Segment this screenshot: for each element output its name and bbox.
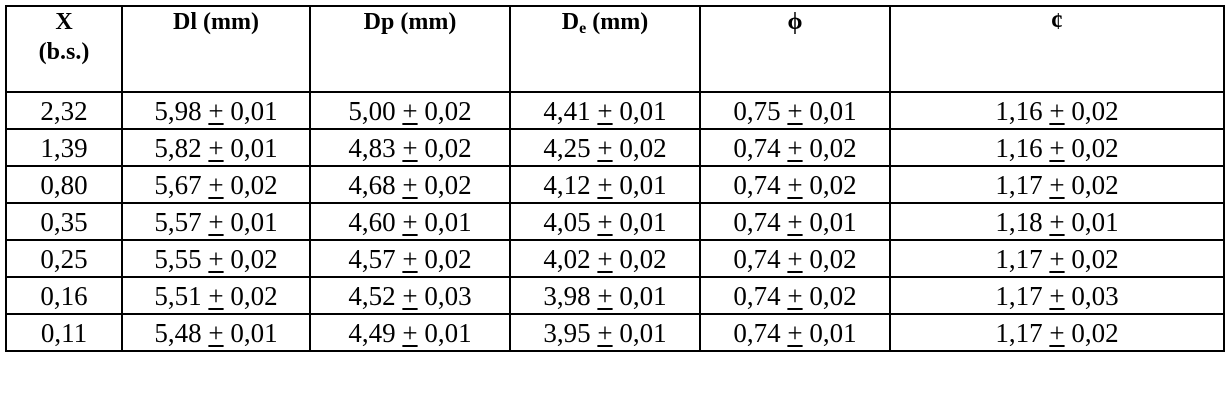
cell-dp bbox=[310, 129, 510, 166]
cell-x: 1,39 bbox=[6, 129, 122, 166]
cell-value: 0,74 bbox=[733, 206, 781, 237]
cell-uncertainty: 0,02 bbox=[1071, 243, 1119, 274]
cell-phi bbox=[700, 240, 890, 277]
cell-uncertainty: 0,02 bbox=[1071, 169, 1119, 200]
table-row bbox=[6, 92, 1224, 129]
cell-value: 5,51 bbox=[154, 280, 202, 311]
header-de bbox=[510, 6, 700, 92]
cell-x: 0,11 bbox=[6, 314, 122, 351]
table-row bbox=[6, 166, 1224, 203]
cell-value: 4,05 bbox=[543, 206, 591, 237]
cell-x: 0,16 bbox=[6, 277, 122, 314]
plus-minus-symbol: + bbox=[1049, 206, 1065, 237]
table-row bbox=[6, 277, 1224, 314]
cell-value: 4,83 bbox=[348, 132, 396, 163]
cell-uncertainty: 0,03 bbox=[424, 280, 472, 311]
cell-value: 5,82 bbox=[154, 132, 202, 163]
cell-uncertainty: 0,02 bbox=[809, 280, 857, 311]
plus-minus-symbol: + bbox=[1049, 280, 1065, 311]
cell-uncertainty: 0,02 bbox=[230, 280, 278, 311]
plus-minus-symbol: + bbox=[597, 317, 613, 348]
cell-value: 4,02 bbox=[543, 243, 591, 274]
plus-minus-symbol: + bbox=[1049, 317, 1065, 348]
plus-minus-symbol: + bbox=[787, 95, 803, 126]
cell-value: 1,16 bbox=[995, 132, 1043, 163]
cell-value: 4,60 bbox=[348, 206, 396, 237]
cell-uncertainty: 0,02 bbox=[230, 169, 278, 200]
header-row bbox=[6, 6, 1224, 92]
cell-value: 4,12 bbox=[543, 169, 591, 200]
cell-cent bbox=[890, 240, 1224, 277]
header-x-label: X bbox=[55, 9, 73, 35]
header-dp bbox=[310, 6, 510, 92]
cell-uncertainty: 0,02 bbox=[424, 243, 472, 274]
cell-de bbox=[510, 240, 700, 277]
cell-value: 0,74 bbox=[733, 132, 781, 163]
cell-value: 5,57 bbox=[154, 206, 202, 237]
plus-minus-symbol: + bbox=[402, 243, 418, 274]
cell-dp bbox=[310, 240, 510, 277]
data-table bbox=[5, 5, 1225, 352]
cell-value: 5,48 bbox=[154, 317, 202, 348]
cell-phi bbox=[700, 129, 890, 166]
table-row bbox=[6, 129, 1224, 166]
cell-uncertainty: 0,01 bbox=[809, 95, 857, 126]
cell-dl bbox=[122, 314, 310, 351]
cell-dp bbox=[310, 92, 510, 129]
plus-minus-symbol: + bbox=[208, 243, 224, 274]
cell-uncertainty: 0,03 bbox=[1071, 280, 1119, 311]
cell-x: 0,25 bbox=[6, 240, 122, 277]
cell-x: 0,35 bbox=[6, 203, 122, 240]
cell-cent bbox=[890, 314, 1224, 351]
cell-uncertainty: 0,02 bbox=[1071, 95, 1119, 126]
cell-dl bbox=[122, 92, 310, 129]
cell-dl bbox=[122, 277, 310, 314]
cell-value: 4,57 bbox=[348, 243, 396, 274]
header-de-label: D bbox=[561, 9, 580, 35]
plus-minus-symbol: + bbox=[1049, 243, 1065, 274]
cell-dl bbox=[122, 166, 310, 203]
table-row bbox=[6, 314, 1224, 351]
cell-value: 1,17 bbox=[995, 280, 1043, 311]
cell-uncertainty: 0,01 bbox=[619, 169, 667, 200]
cell-uncertainty: 0,01 bbox=[424, 317, 472, 348]
cell-value: 1,18 bbox=[995, 206, 1043, 237]
cell-phi bbox=[700, 277, 890, 314]
cell-uncertainty: 0,01 bbox=[230, 132, 278, 163]
plus-minus-symbol: + bbox=[402, 206, 418, 237]
plus-minus-symbol: + bbox=[208, 206, 224, 237]
cell-value: 5,00 bbox=[348, 95, 396, 126]
header-x-unit: (b.s.) bbox=[38, 39, 90, 65]
plus-minus-symbol: + bbox=[402, 280, 418, 311]
plus-minus-symbol: + bbox=[208, 317, 224, 348]
cell-uncertainty: 0,02 bbox=[619, 243, 667, 274]
header-x bbox=[6, 6, 122, 92]
plus-minus-symbol: + bbox=[597, 132, 613, 163]
cell-value: 1,17 bbox=[995, 169, 1043, 200]
cell-value: 5,55 bbox=[154, 243, 202, 274]
cell-uncertainty: 0,01 bbox=[424, 206, 472, 237]
cell-uncertainty: 0,01 bbox=[809, 317, 857, 348]
cell-uncertainty: 0,01 bbox=[1071, 206, 1119, 237]
cell-uncertainty: 0,02 bbox=[424, 169, 472, 200]
cell-uncertainty: 0,01 bbox=[619, 317, 667, 348]
cell-value: 3,98 bbox=[543, 280, 591, 311]
cell-uncertainty: 0,01 bbox=[619, 280, 667, 311]
cell-value: 0,75 bbox=[733, 95, 781, 126]
cell-value: 1,17 bbox=[995, 243, 1043, 274]
cell-de bbox=[510, 314, 700, 351]
cell-value: 1,17 bbox=[995, 317, 1043, 348]
cell-uncertainty: 0,02 bbox=[1071, 132, 1119, 163]
cell-uncertainty: 0,01 bbox=[619, 206, 667, 237]
plus-minus-symbol: + bbox=[208, 280, 224, 311]
cell-dp bbox=[310, 277, 510, 314]
cell-de bbox=[510, 129, 700, 166]
cell-dl bbox=[122, 240, 310, 277]
header-de-subscript: e bbox=[579, 20, 587, 37]
cell-value: 5,67 bbox=[154, 169, 202, 200]
table-body bbox=[6, 92, 1224, 351]
cell-uncertainty: 0,01 bbox=[230, 95, 278, 126]
cell-uncertainty: 0,02 bbox=[424, 132, 472, 163]
plus-minus-symbol: + bbox=[402, 169, 418, 200]
cell-uncertainty: 0,02 bbox=[809, 169, 857, 200]
cell-value: 4,25 bbox=[543, 132, 591, 163]
cell-uncertainty: 0,02 bbox=[809, 243, 857, 274]
cell-value: 4,49 bbox=[348, 317, 396, 348]
header-cent bbox=[890, 6, 1224, 92]
cell-phi bbox=[700, 314, 890, 351]
cell-value: 0,74 bbox=[733, 243, 781, 274]
cell-dl bbox=[122, 129, 310, 166]
plus-minus-symbol: + bbox=[787, 132, 803, 163]
cell-dl bbox=[122, 203, 310, 240]
plus-minus-symbol: + bbox=[787, 206, 803, 237]
cell-uncertainty: 0,01 bbox=[809, 206, 857, 237]
cell-value: 1,16 bbox=[995, 95, 1043, 126]
plus-minus-symbol: + bbox=[787, 280, 803, 311]
cell-cent bbox=[890, 166, 1224, 203]
cell-value: 4,41 bbox=[543, 95, 591, 126]
cell-uncertainty: 0,02 bbox=[1071, 317, 1119, 348]
header-cent-label: ¢ bbox=[1051, 9, 1063, 35]
plus-minus-symbol: + bbox=[1049, 95, 1065, 126]
cell-de bbox=[510, 277, 700, 314]
cell-value: 0,74 bbox=[733, 169, 781, 200]
cell-value: 5,98 bbox=[154, 95, 202, 126]
header-dp-label: Dp (mm) bbox=[363, 9, 457, 35]
cell-uncertainty: 0,01 bbox=[230, 206, 278, 237]
plus-minus-symbol: + bbox=[208, 95, 224, 126]
plus-minus-symbol: + bbox=[597, 280, 613, 311]
header-dl-label: Dl (mm) bbox=[173, 9, 259, 35]
cell-value: 0,74 bbox=[733, 317, 781, 348]
plus-minus-symbol: + bbox=[597, 169, 613, 200]
plus-minus-symbol: + bbox=[208, 132, 224, 163]
cell-de bbox=[510, 203, 700, 240]
cell-cent bbox=[890, 203, 1224, 240]
plus-minus-symbol: + bbox=[787, 243, 803, 274]
cell-de bbox=[510, 92, 700, 129]
cell-phi bbox=[700, 92, 890, 129]
cell-x: 0,80 bbox=[6, 166, 122, 203]
cell-value: 4,52 bbox=[348, 280, 396, 311]
cell-cent bbox=[890, 277, 1224, 314]
table-row bbox=[6, 240, 1224, 277]
plus-minus-symbol: + bbox=[402, 132, 418, 163]
plus-minus-symbol: + bbox=[208, 169, 224, 200]
plus-minus-symbol: + bbox=[402, 317, 418, 348]
cell-de bbox=[510, 166, 700, 203]
cell-uncertainty: 0,02 bbox=[230, 243, 278, 274]
cell-value: 0,74 bbox=[733, 280, 781, 311]
cell-x: 2,32 bbox=[6, 92, 122, 129]
cell-uncertainty: 0,01 bbox=[619, 95, 667, 126]
header-phi bbox=[700, 6, 890, 92]
plus-minus-symbol: + bbox=[1049, 169, 1065, 200]
table-row bbox=[6, 203, 1224, 240]
plus-minus-symbol: + bbox=[402, 95, 418, 126]
plus-minus-symbol: + bbox=[597, 243, 613, 274]
plus-minus-symbol: + bbox=[1049, 132, 1065, 163]
cell-dp bbox=[310, 166, 510, 203]
cell-uncertainty: 0,02 bbox=[424, 95, 472, 126]
header-phi-label: ϕ bbox=[787, 9, 803, 35]
plus-minus-symbol: + bbox=[787, 169, 803, 200]
header-dl bbox=[122, 6, 310, 92]
plus-minus-symbol: + bbox=[787, 317, 803, 348]
header-de-unit: (mm) bbox=[586, 9, 649, 35]
cell-dp bbox=[310, 314, 510, 351]
cell-value: 3,95 bbox=[543, 317, 591, 348]
cell-dp bbox=[310, 203, 510, 240]
cell-uncertainty: 0,02 bbox=[619, 132, 667, 163]
cell-cent bbox=[890, 92, 1224, 129]
cell-phi bbox=[700, 203, 890, 240]
cell-uncertainty: 0,01 bbox=[230, 317, 278, 348]
cell-uncertainty: 0,02 bbox=[809, 132, 857, 163]
cell-value: 4,68 bbox=[348, 169, 396, 200]
cell-phi bbox=[700, 166, 890, 203]
plus-minus-symbol: + bbox=[597, 206, 613, 237]
cell-cent bbox=[890, 129, 1224, 166]
plus-minus-symbol: + bbox=[597, 95, 613, 126]
